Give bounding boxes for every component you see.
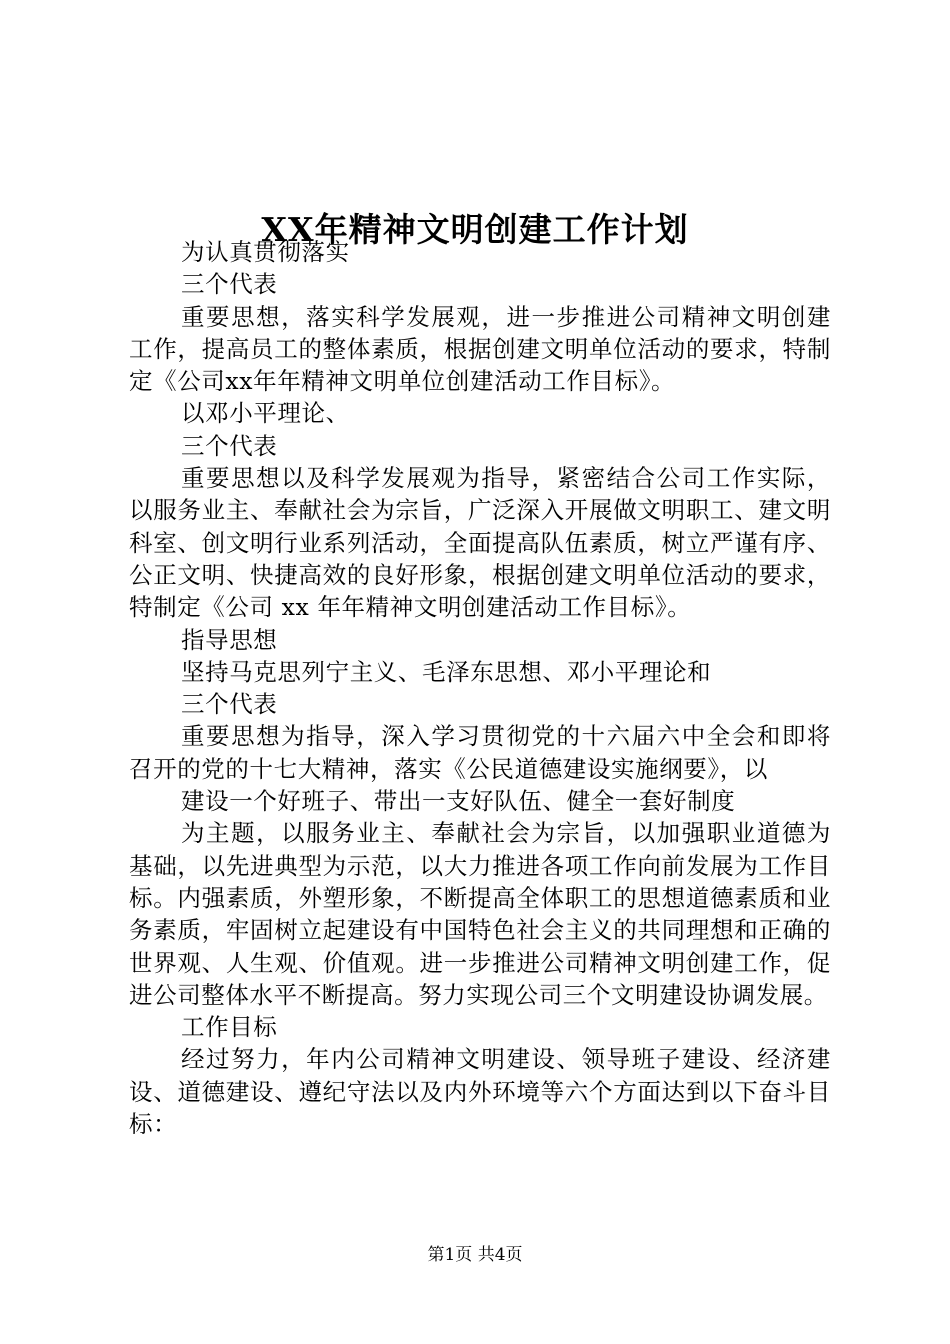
paragraph: 三个代表 — [181, 690, 278, 719]
paragraph: 重要思想以及科学发展观为指导，紧密结合公司工作实际，以服务业主、奉献社会为宗旨，广泛深入开展做文明职工、建文明科室、创文明行业系列活动，全面提高队伍素质，树立严谨有序、公正文明、快捷高效的良好形象，根据创建文明单位活动的要求，特制定《公司 xx 年年精神文明创建活动工作目标》。 — [129, 464, 831, 622]
paragraph: 重要思想，落实科学发展观，进一步推进公司精神文明创建工作，提高员工的整体素质，根据创建文明单位活动的要求，特制定《公司xx年年精神文明单位创建活动工作目标》。 — [129, 302, 831, 396]
section-heading-work-goals: 工作目标 — [181, 1013, 278, 1042]
paragraph: 为认真贯彻落实 — [181, 238, 350, 266]
paragraph: 为主题，以服务业主、奉献社会为宗旨，以加强职业道德为基础，以先进典型为示范，以大力推进各项工作向前发展为工作目标。内强素质，外塑形象，不断提高全体职工的思想道德素质和业务素质，牢固树立起建设有中国特色社会主义的共同理想和正确的世界观、人生观、价值观。进一步推进公司精神文明创建工作，促进公司整体水平不断提高。努力实现公司三个文明建设协调发展。 — [129, 819, 831, 1009]
document-title: XX年精神文明创建工作计划 — [261, 210, 689, 250]
paragraph: 建设一个好班子、带出一支好队伍、健全一套好制度 — [181, 787, 736, 816]
paragraph: 以邓小平理论、 — [181, 399, 350, 428]
section-heading-guiding-ideology: 指导思想 — [181, 625, 278, 654]
paragraph: 坚持马克思列宁主义、毛泽东思想、邓小平理论和 — [181, 657, 712, 686]
paragraph: 三个代表 — [181, 431, 278, 460]
paragraph: 重要思想为指导，深入学习贯彻党的十六届六中全会和即将召开的党的十七大精神，落实《公民道德建设实施纲要》，以 — [129, 722, 831, 783]
document-body — [129, 236, 831, 1140]
paragraph: 三个代表 — [181, 270, 278, 299]
page-number-footer: 第1页 共4页 — [427, 1245, 523, 1265]
paragraph: 经过努力，年内公司精神文明建设、领导班子建设、经济建设、道德建设、遵纪守法以及内外环境等六个方面达到以下奋斗目标： — [129, 1045, 831, 1139]
